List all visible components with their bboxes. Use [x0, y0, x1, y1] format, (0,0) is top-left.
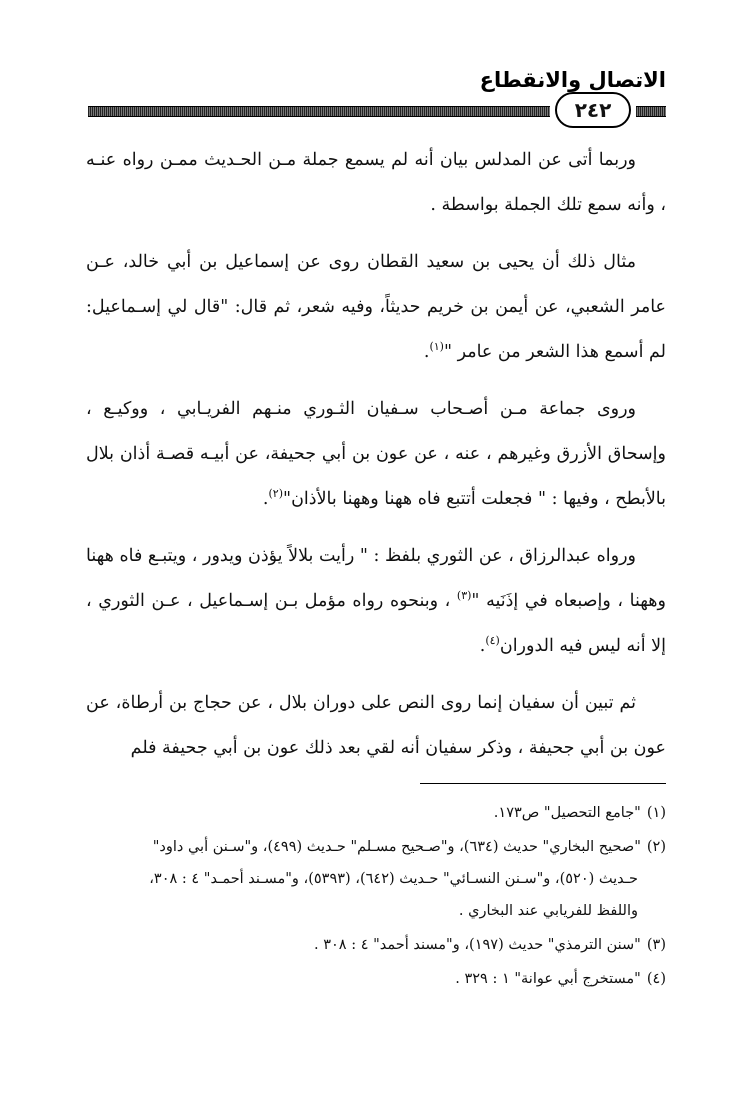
paragraph-text: مثال ذلك أن يحيى بن سعيد القطان روى عن إسماعيل بن أبي خالد، عـن عامر الشعبي، عن أيمن بن خريم حديثاً، وفيه شعر، ثم قال: "قال لي إسـماعيل: لم أسمع هذا الشعر من عامر ": [86, 252, 666, 362]
footnotes: [86, 797, 666, 997]
footnote-continuation: حـديث (٥٢٠)، و"سـنن النسـائي" حـديث (٦٤٢)، (٥٣٩٣)، و"مسـند أحمـد" ٤ : ٣٠٨،: [149, 871, 638, 887]
footnote-number: (٢): [646, 839, 666, 855]
footnote: [86, 797, 666, 829]
header-rule-left: [88, 106, 550, 117]
paragraph-text: وروى جماعة مـن أصـحاب سـفيان الثـوري منـهم الفريـابي ، ووكيـع ، وإسحاق الأزرق وغيرهم ، عنه ، عن عون بن أبي جحيفة، عن أبيـه قصـة أذان بلال بالأبطح ، وفيها : " فجعلت أتتبع فاه ههنا وههنا بالأذان": [86, 399, 666, 509]
footnote-ref: (٤): [485, 634, 500, 648]
footnote: [86, 831, 666, 927]
footnote-continuation: واللفظ للفريابي عند البخاري .: [458, 903, 638, 919]
footnote-number: (١): [646, 805, 666, 821]
footnote-text: "جامع التحصيل" ص١٧٣.: [493, 805, 641, 821]
footnote-ref: (٣): [456, 589, 472, 603]
footnote-number: (٣): [646, 937, 666, 953]
paragraph-tail: .: [423, 342, 430, 362]
paragraph: [86, 240, 666, 375]
footnote-separator: [420, 783, 666, 784]
page-number-badge: ٢٤٢: [555, 92, 631, 128]
footnote-ref: (١): [429, 340, 444, 354]
running-head-title: الاتصال والانقطاع: [479, 68, 666, 92]
paragraph-tail: .: [479, 636, 486, 656]
paragraph-text: ثم تبين أن سفيان إنما روى النص على دوران بلال ، عن حجاج بن أرطاة، عن عون بن أبي جحيفة ، وذكر سفيان أنه لقي بعد ذلك عون بن أبي جحيفة فلم: [86, 693, 666, 758]
footnote-text: "مستخرج أبي عوانة" ١ : ٣٢٩ .: [455, 971, 641, 987]
header-rule-right: [636, 106, 666, 117]
paragraph: [86, 387, 666, 522]
footnote-ref: (٢): [268, 487, 284, 501]
paragraph-tail: ، وبنحوه رواه مؤمل بـن إسـماعيل ، عـن الثوري ، إلا أنه ليس فيه الدوران: [86, 591, 666, 656]
footnote-text: "سنن الترمذي" حديث (١٩٧)، و"مسند أحمد" ٤ : ٣٠٨ .: [314, 937, 641, 953]
paragraph-text: وربما أتى عن المدلس بيان أنه لم يسمع جملة مـن الحـديث ممـن رواه عنـه ، وأنه سمع تلك الجملة بواسطة .: [86, 150, 666, 215]
paragraph: [86, 534, 666, 669]
footnote: [86, 929, 666, 961]
paragraph: [86, 681, 666, 771]
footnote-text: "صحيح البخاري" حديث (٦٣٤)، و"صـحيح مسـلم" حـديث (٤٩٩)، و"سـنن أبي داود": [152, 839, 641, 855]
main-text: [86, 138, 666, 783]
paragraph-text: ورواه عبدالرزاق ، عن الثوري بلفظ : " رأيت بلالاً يؤذن ويدور ، ويتبـع فاه ههنا وههنا ، وإصبعاه في إذَنَيه ": [86, 546, 666, 611]
paragraph: [86, 138, 666, 228]
footnote-number: (٤): [646, 971, 666, 987]
paragraph-tail: .: [262, 489, 269, 509]
footnote: [86, 963, 666, 995]
